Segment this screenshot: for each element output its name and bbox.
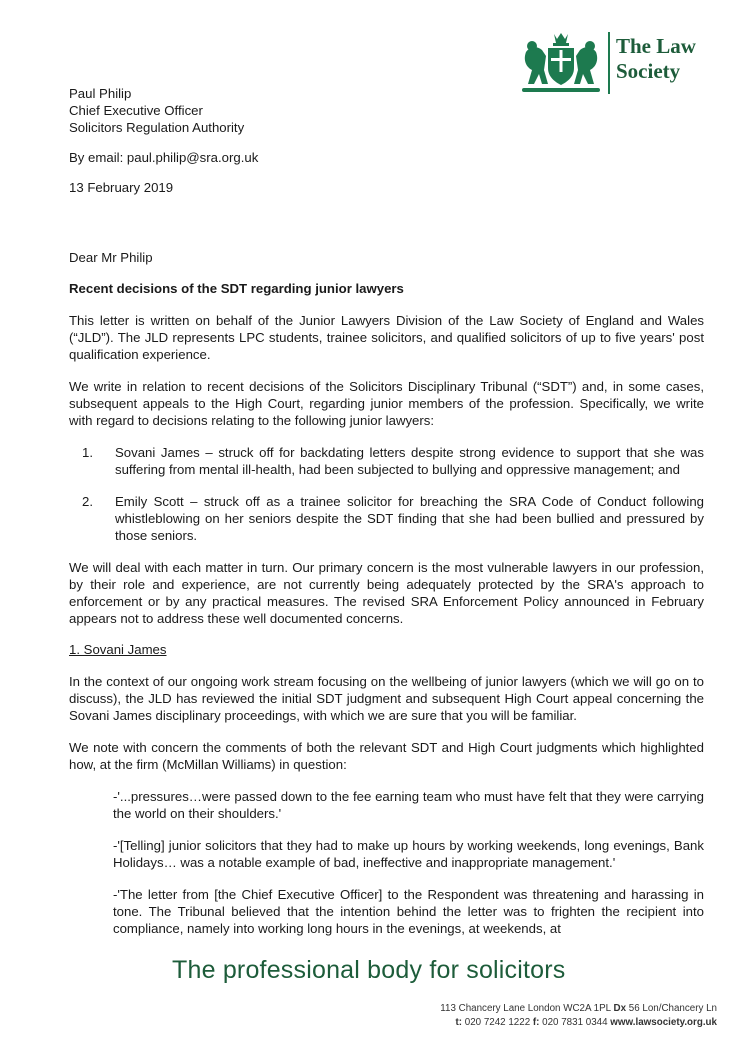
logo-line-1: The Law	[616, 34, 696, 58]
footer-fax-value: 020 7831 0344	[542, 1017, 608, 1028]
intro-paragraph: This letter is written on behalf of the Junior Lawyers Division of the Law Society of England and Wales (“JLD”). The JLD represents LPC students, trainee solicitors, and qualified solicitors of up to five years' post qualification experience.	[69, 313, 704, 362]
footer-address-line-2	[440, 1016, 717, 1030]
recipient-name: Paul Philip	[69, 86, 132, 101]
junior-lawyers-list	[69, 444, 704, 544]
footer-tagline: The professional body for solicitors	[172, 956, 566, 984]
quote-3: -'The letter from [the Chief Executive Officer] to the Respondent was threatening and harassing in tone. The Tribunal believed that the intention behind the letter was to frighten the recipient into compliance, namely into working long hours in the evenings, at weekends, at	[113, 887, 704, 936]
letter-date: 13 February 2019	[69, 180, 174, 195]
recipient-address	[69, 85, 704, 136]
context-paragraph: In the context of our ongoing work stream focusing on the wellbeing of junior lawyers (which we will go on to discuss), the JLD has reviewed the initial SDT judgment and subsequent High Court appeal concerning the Sovani James disciplinary proceedings, with which we are sure that you will be familiar.	[69, 674, 704, 723]
list-item	[82, 444, 704, 478]
recipient-organisation: Solicitors Regulation Authority	[69, 120, 245, 135]
relation-paragraph: We write in relation to recent decisions of the Solicitors Disciplinary Tribunal (“SDT”) and, in some cases, subsequent appeals to the High Court, regarding junior members of the profession. Specifically, we write with regard to decisions relating to the following junior lawyers:	[69, 379, 704, 428]
quote-1: -'...pressures…were passed down to the fee earning team who must have felt that they were carrying the world on their shoulders.'	[113, 789, 704, 821]
footer-address	[440, 1002, 717, 1030]
list-item-text: Emily Scott – struck off as a trainee solicitor for breaching the SRA Code of Conduct following whistleblowing on her seniors despite the SDT finding that she had been bullied and pressured by those seniors.	[115, 494, 704, 543]
recipient-title: Chief Executive Officer	[69, 103, 203, 118]
letter-body	[69, 85, 704, 937]
footer-website[interactable]: www.lawsociety.org.uk	[610, 1017, 717, 1028]
logo-wordmark	[616, 34, 696, 84]
quote-2: -'[Telling] junior solicitors that they had to make up hours by working weekends, long evenings, Bank Holidays… was a notable example of bad, ineffective and inappropriate management.'	[113, 838, 704, 870]
footer-tel-value: 020 7242 1222	[464, 1017, 531, 1028]
list-item-number: 1.	[82, 445, 93, 460]
recipient-email: By email: paul.philip@sra.org.uk	[69, 150, 259, 165]
list-item-number: 2.	[82, 494, 93, 509]
footer-street: 113 Chancery Lane London WC2A 1PL	[440, 1003, 611, 1014]
concern-paragraph: We will deal with each matter in turn. Our primary concern is the most vulnerable lawyers in our profession, by their role and experience, are not currently being adequately protected by the SRA's approach to enforcement or by any practical measures. The revised SRA Enforcement Policy announced in February appears not to address these well documented concerns.	[69, 560, 704, 626]
footer-dx-value: 56 Lon/Chancery Ln	[628, 1003, 717, 1014]
logo-line-2: Society	[616, 59, 681, 83]
list-item-text: Sovani James – struck off for backdating letters despite strong evidence to support that she was suffering from mental ill-health, had been subjected to bullying and oppressive management; and	[115, 445, 704, 477]
list-item	[82, 493, 704, 544]
note-paragraph: We note with concern the comments of both the relevant SDT and High Court judgments which highlighted how, at the firm (McMillan Williams) in question:	[69, 740, 704, 772]
footer-address-line-1	[440, 1002, 717, 1016]
footer-tel-label: t:	[455, 1017, 463, 1028]
footer-fax-label: f:	[532, 1017, 540, 1028]
letter-subject: Recent decisions of the SDT regarding junior lawyers	[69, 281, 404, 296]
section-heading: 1. Sovani James	[69, 642, 167, 657]
footer-dx-label: Dx	[613, 1003, 627, 1014]
salutation: Dear Mr Philip	[69, 250, 153, 265]
